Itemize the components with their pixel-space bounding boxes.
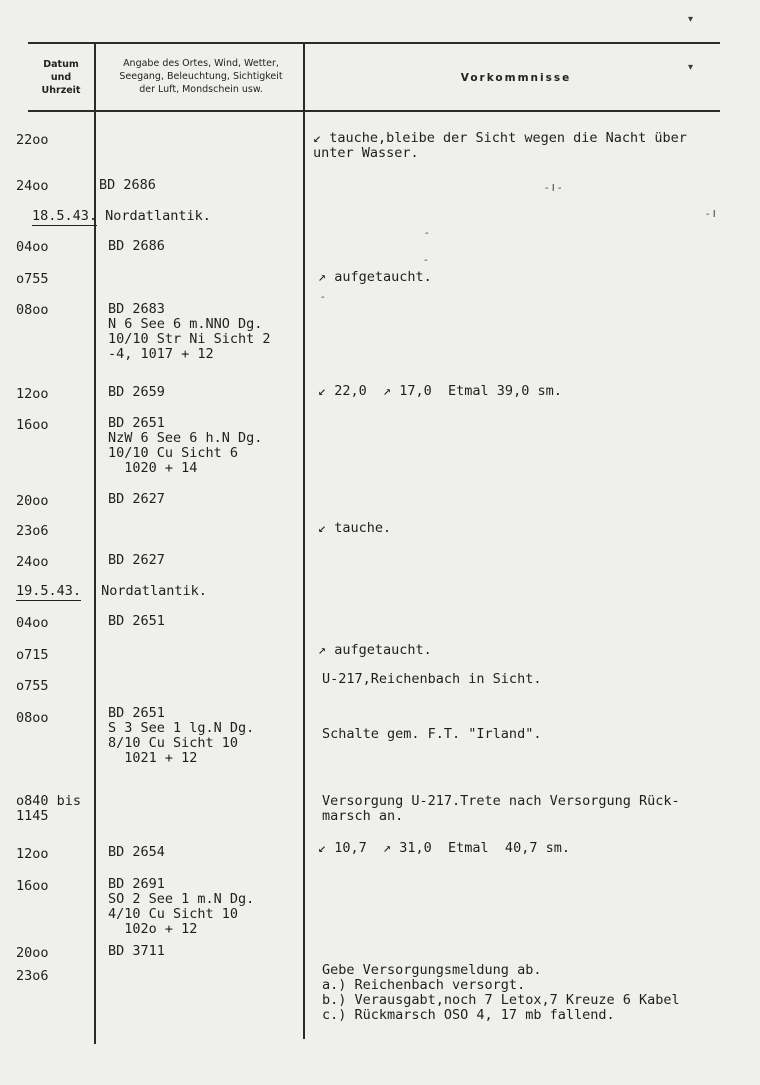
stray-mark: - I xyxy=(706,209,716,220)
top-rule xyxy=(28,42,720,44)
row-time: o755 xyxy=(16,678,49,694)
row-time: 04oo xyxy=(16,239,49,255)
row-time: 16oo xyxy=(16,417,49,433)
stray-mark: ▾ xyxy=(688,14,694,25)
row-time: 04oo xyxy=(16,615,49,631)
row-time: 20oo xyxy=(16,945,49,961)
header-datum-line: Uhrzeit xyxy=(41,85,81,96)
dateline xyxy=(16,583,207,599)
row-time: o755 xyxy=(16,271,49,287)
row-time: 16oo xyxy=(16,878,49,894)
row-time: 08oo xyxy=(16,710,49,726)
stray-mark: - xyxy=(321,292,325,303)
dateline-text: Nordatlantik. xyxy=(105,208,211,224)
header-datum-line: und xyxy=(50,72,72,83)
row-time: 22oo xyxy=(16,132,49,148)
row-location: BD 2654 xyxy=(108,844,165,860)
row-event: ↗ aufgetaucht. xyxy=(318,269,432,285)
dateline-date: 19.5.43. xyxy=(16,583,82,599)
row-event: U-217,Reichenbach in Sicht. xyxy=(322,671,542,687)
row-event: ↗ aufgetaucht. xyxy=(318,642,432,658)
row-event: Versorgung U-217.Trete nach Versorgung Rück- marsch an. xyxy=(322,793,680,824)
stray-mark: - xyxy=(425,228,429,239)
stray-mark: - xyxy=(424,255,428,266)
row-event: ↙ 10,7 ↗ 31,0 Etmal 40,7 sm. xyxy=(318,840,570,856)
row-location: BD 2651 S 3 See 1 lg.N Dg. 8/10 Cu Sicht 10 1021 + 12 xyxy=(108,705,255,766)
row-time: 08oo xyxy=(16,302,49,318)
header-angabe-line: Angabe des Ortes, Wind, Wetter, xyxy=(123,58,279,69)
row-event: ↙ 22,0 ↗ 17,0 Etmal 39,0 sm. xyxy=(318,383,562,399)
row-location: BD 2651 NzW 6 See 6 h.N Dg. 10/10 Cu Sicht 6 1020 + 14 xyxy=(108,415,263,476)
header-angabe xyxy=(97,57,305,96)
header-datum xyxy=(28,58,94,97)
header-bottom-rule xyxy=(28,110,720,112)
row-time: 12oo xyxy=(16,386,49,402)
row-time: 24oo xyxy=(16,554,49,570)
row-location: BD 2651 xyxy=(108,613,165,629)
row-time: 20oo xyxy=(16,493,49,509)
row-location: BD 2683 N 6 See 6 m.NNO Dg. 10/10 Str Ni Sicht 2 -4, 1017 + 12 xyxy=(108,301,271,362)
row-location: BD 3711 xyxy=(108,943,165,959)
row-event: Gebe Versorgungsmeldung ab. a.) Reichenbach versorgt. b.) Verausgabt,noch 7 Letox,7 Kreuze 6 Kabel c.) Rückmarsch OSO 4, 17 mb fallend. xyxy=(322,962,680,1023)
row-event: Schalte gem. F.T. "Irland". xyxy=(322,726,542,742)
row-event: ↙ tauche,bleibe der Sicht wegen die Nacht über unter Wasser. xyxy=(313,130,687,161)
dateline-text: Nordatlantik. xyxy=(101,583,207,599)
row-location: BD 2686 xyxy=(108,238,165,254)
row-event: ↙ tauche. xyxy=(318,520,392,536)
column-divider-1 xyxy=(94,44,96,1044)
header-angabe-line: Seegang, Beleuchtung, Sichtigkeit xyxy=(119,71,283,82)
row-time: 24oo xyxy=(16,178,49,194)
row-location: BD 2627 xyxy=(108,491,165,507)
header-datum-line: Datum xyxy=(43,59,79,70)
header-angabe-line: der Luft, Mondschein usw. xyxy=(139,84,263,95)
dateline xyxy=(32,208,211,224)
row-time: 23o6 xyxy=(16,968,49,984)
stray-mark: ▾ xyxy=(688,62,694,73)
row-location: BD 2627 xyxy=(108,552,165,568)
row-time: 23o6 xyxy=(16,523,49,539)
row-time: o715 xyxy=(16,647,49,663)
row-location: BD 2691 SO 2 See 1 m.N Dg. 4/10 Cu Sicht 10 102o + 12 xyxy=(108,876,255,937)
stray-mark: - I - xyxy=(545,183,562,194)
header-vorkommnisse: Vorkommnisse xyxy=(460,72,572,84)
row-location: BD 2686 xyxy=(99,177,156,193)
column-divider-2 xyxy=(303,44,305,1039)
row-location: BD 2659 xyxy=(108,384,165,400)
row-time: o840 bis 1145 xyxy=(16,793,82,824)
dateline-date: 18.5.43. xyxy=(32,208,98,224)
row-time: 12oo xyxy=(16,846,49,862)
